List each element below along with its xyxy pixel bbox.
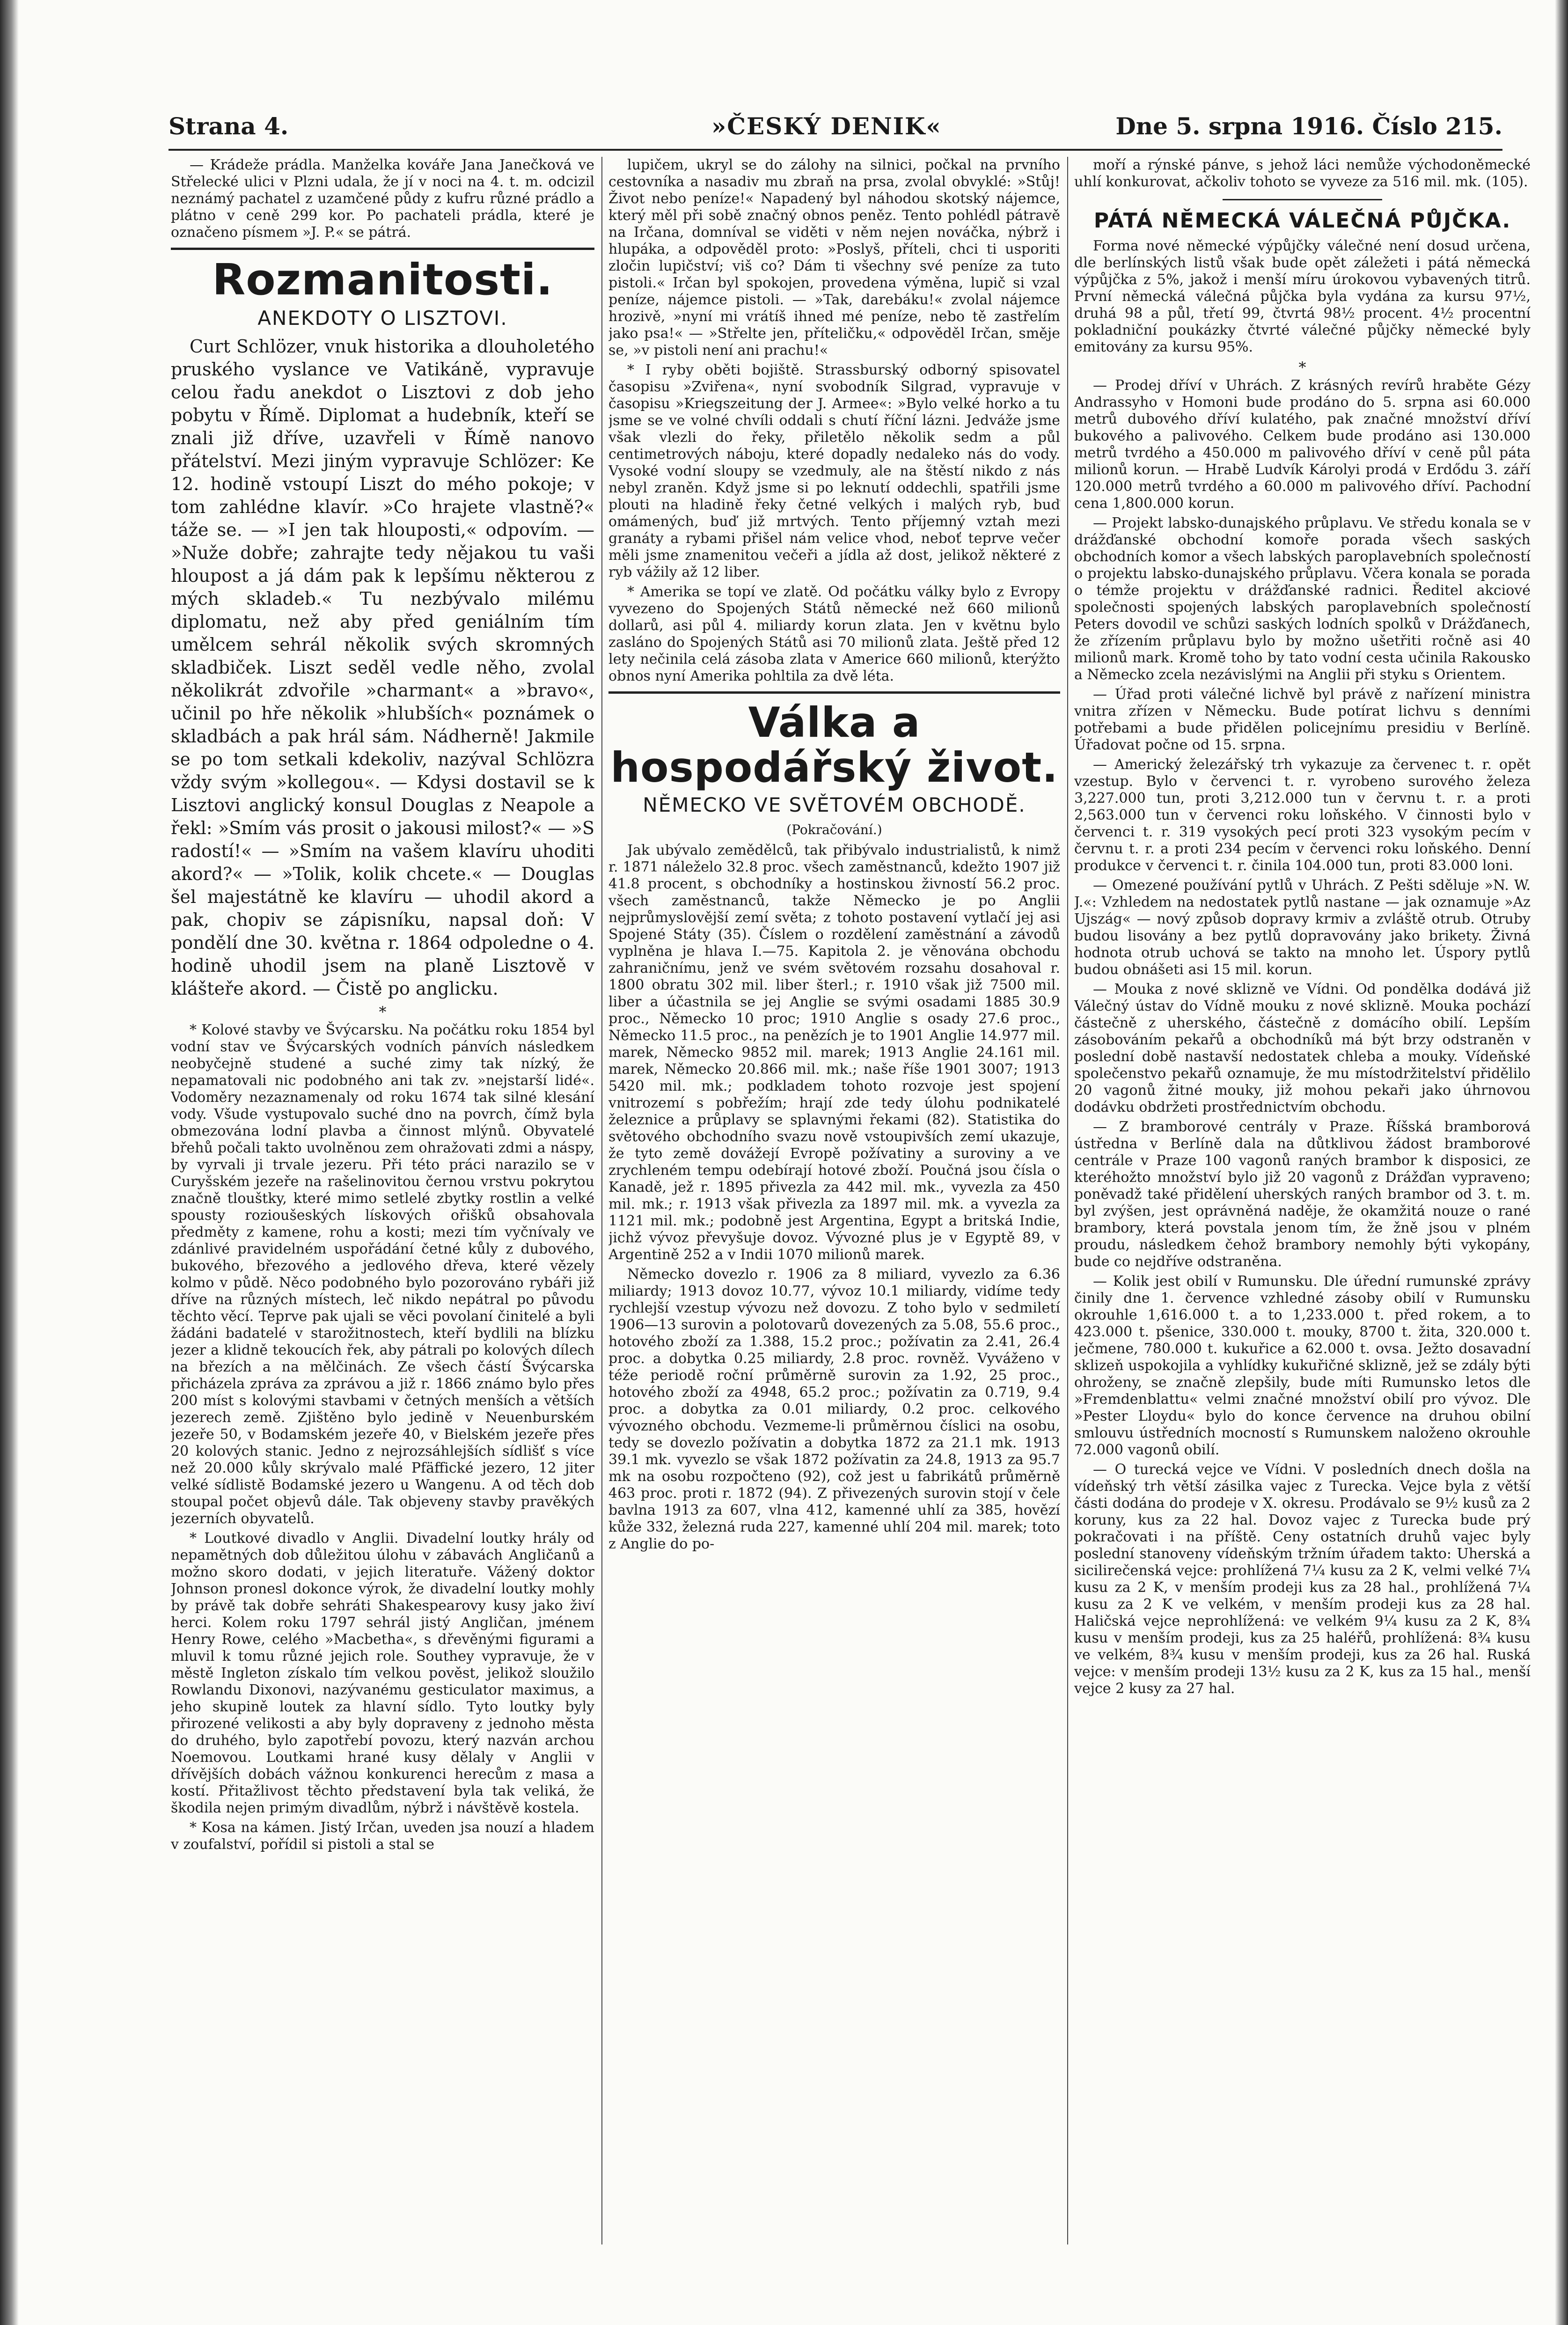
separator-star: *	[379, 1003, 387, 1021]
article-kosa-na-kamen: * Kosa na kámen. Jistý Irčan, uveden jsa nouzí a hladem v zoufalství, pořídil si pistoli a stal se	[171, 1819, 594, 1853]
news-pytle: — Omezené používání pytlů v Uhrách. Z Pešti sděluje »N. W. J.«: Vzhledem na nedostatek pytlů nastane — jak oznamuje »Az Ujszág« — nový způsob dopravy krmiv a zvláště otrub. Otruby budou lisovány a bez pytlů dopravovány jako brikety. Živná hodnota otrub uchová se takto na mnoho let. Úspory pytlů budou obnášeti asi 15 mil. korun.	[1074, 877, 1531, 978]
news-mouka: — Mouka z nové sklizně ve Vídni. Od pondělka dodává již Válečný ústav do Vídně mouku z nové sklizně. Mouka pochází částečně z uherského, částečně z domácího obilí. Lepším zásobováním pekařů a obchodníků má být brzy odstraněn v poslední době nastavší nedostatek chleba a mouky. Vídeňské společenstvo pekařů oznamuje, že mu místodržitelství přidělilo 20 vagonů žitné mouky, již mohou pekaři jako úhrnovou dodávku obdržeti prostřednictvím obchodu.	[1074, 981, 1531, 1115]
article-nemecko-p2: Německo dovezlo r. 1906 za 8 miliard, vyvezlo za 6.36 miliardy; 1913 dovoz 10.77, vývoz 10.1 miliardy, vidíme tedy rychlejší vzestup vývozu než dovozu. Z toho bylo v sedmiletí 1906—13 surovin a polotovarů dovezených za 5.08, 55.6 proc., hotového zboží za 1.388, 15.2 proc.; požívatin za 2.41, 26.4 proc. a dobytka 0.25 miliardy, 2.8 proc. rovněž. Vyváženo v téže periodě roční průměrně surovin za 1.92, 25 proc., hotového zboží za 4948, 65.2 proc.; požívatin za 0.719, 9.4 proc. a dobytka za 0.01 miliardy, 0.2 proc. celkového vývozného obchodu. Vezmeme-li průměrnou číslici na osobu, tedy se dovezlo požívatin a dobytka 1872 za 21.1 mk. 1913 39.1 mk. vyvezlo se však 1872 požívatin za 24.8, 1913 za 95.7 mk na osobu rozpočteno (92), což jest u fabrikátů průměrně 463 proc. proti r. 1872 (94). Z přivezených surovin stojí v čele bavlna 1913 za 607, vlna 412, kamenné uhlí za 385, hovězí kůže 332, železná ruda 227, kamenné uhlí 204 mil. marek; toto z Anglie do po-	[608, 1266, 1060, 1552]
column-3	[1074, 157, 1531, 2244]
article-ryby: * I ryby oběti bojiště. Strassburský odborný spisovatel časopisu »Zviřena«, nyní svobodník Silgrad, vypravuje v časopisu »Kriegszeitung der J. Armee«: »Bylo velké horko a tu jsme se ve volné chvíli oddali s chutí říční lázni. Jedváže jsme však vlezli do řeky, přiletělo několik sedm a půl centimetrových náboju, které dopadly nedaleko nás do vody. Vysoké vodní sloupy se vzedmuly, ale na štěstí nikdo z nás nebyl zraněn. Když jsme si po leknutí oddechli, spatřili jsme plouti na hladině řeky četné velkých i malých ryb, buď omámených, buď již mrtvých. Tento příjemný vztah mezi granáty a rybami přišel nám velice vhod, neboť teprve večer měli jsme znamenitou večeři a jídla až dost, jelikož některé z ryb vážily až 12 liber.	[608, 362, 1060, 580]
news-urad: — Úřad proti válečné lichvě byl právě z nařízení ministra vnitra zřízen v Německu. Bude potírat lichvu s denními potřebami a bude přidělen policejnímu presidiu v Berlíně. Úřadovat počne od 15. srpna.	[1074, 686, 1531, 753]
article-title-pujcka: PÁTÁ NĚMECKÁ VÁLEČNÁ PŮJČKA.	[1093, 209, 1511, 233]
article-kradeze: — Krádeže prádla. Manželka kováře Jana Janečková ve Střelecké ulici v Plzni udala, že jí v noci na 4. t. m. odcizil neznámý pachatel z uzamčené půdy z kufru různé prádlo a plátno v ceně 299 kor. Po pachateli prádla, které je označeno písmem »J. P.« se pátrá.	[171, 157, 594, 241]
article-nemecko-end: moří a rýnské pánve, s jehož láci nemůže východoněmecké uhlí konkurovat, ačkoliv tohoto se vyveze za 516 mil. mk. (105).	[1074, 157, 1531, 190]
article-anekdoty: Curt Schlözer, vnuk historika a dlouholetého pruského vyslance ve Vatikáně, vypravuje celou řadu anekdot o Lisztovi z dob jeho pobytu v Římě. Diplomat a hudebník, kteří se znali již dříve, uzavřeli v Římě nanovo přátelství. Mezi jiným vypravuje Schlözer: Ke 12. hodině vstoupí Liszt do mého pokoje; v tom zahlédne klavír. »Co hrajete vlastně?« táže se. — »I jen tak hlouposti,« odpovím. — »Nuže dobře; zahrajte tedy nějakou tu vaši hloupost a já dám pak k lepšímu některou z mých skladeb.« Tu nezbývalo milému diplomatu, než aby před geniálním tím umělcem sehrál několik svých skromných skladbiček. Liszt seděl vedle něho, zvolal několikrát zdvořile »charmant« a »bravo«, učinil po hře několik »hlubších« poznámek o skladbách a pak hrál sám. Nádherně! Jakmile se po tom setkali kdekoliv, nazýval Schlözra vždy svým »kollegou«. — Kdysi dostavil se k Lisztovi anglický konsul Douglas z Neapole a řekl: »Smím vás prosit o jakousi milost?« — »S radostí!« — »Smím na vašem klavíru uhoditi akord?« — »Tolik, kolik chcete.« — Douglas šel majestátně ke klavíru — uhodil akord a pak, chopiv se zápisníku, napsal doň: V pondělí dne 30. května r. 1864 odpoledne o 4. hodině uhodil jsem na planě Lisztově v klášteře akord. — Čistě po anglicku.	[171, 336, 594, 999]
section-heading-rozmanitosti: Rozmanitosti.	[212, 255, 553, 305]
section-rule	[171, 248, 594, 250]
news-drivi: — Prodej dříví v Uhrách. Z krásných revírů hraběte Gézy Andrassyho v Homoni bude prodáno do 5. srpna asi 60.000 metrů dubového dříví kulatého, pak značné množství dříví bukového a palivového. Celkem bude prodáno asi 130.000 metrů tvrdého a 450.000 m palivového dříví v ceně půl páta milionů korun. — Hrabě Ludvík Károlyi prodá v Erdődu 3. září 120.000 metrů tvrdého a 60.000 m palivového dříví. Pachodní cena 1,800.000 korun.	[1074, 377, 1531, 512]
page-header	[169, 112, 1502, 145]
column-2	[608, 157, 1060, 2244]
news-rumunsko: — Kolik jest obilí v Rumunsku. Dle úřední rumunské zprávy činily dne 1. července vzhledné zásoby obilí v Rumunsku okrouhle 1,616.000 t. a to 1,233.000 t. před rokem, a to 423.000 t. pšenice, 330.000 t. mouky, 8700 t. žita, 320.000 t. ječmene, 780.000 t. kukuřice a 62.000 t. ovsa. Ježto dosavadní sklizeň uspokojila a vyhlídky kukuřičné sklizně, jež se zdály býti ohroženy, se značně zlepšily, bude míti Rumunsko letos dle »Fremdenblattu« velmi značné množství obilí pro vývoz. Dle »Pester Lloydu« bylo do konce července na druhou obilní smlouvu ústředních mocností s Rumunskem naloženo okrouhle 72.000 vagonů obilí.	[1074, 1273, 1531, 1458]
article-amerika: * Amerika se topí ve zlatě. Od počátku války bylo z Evropy vyvezeno do Spojených Států německé než 660 milionů dollarů, asi půl 4. miliardy korun zlata. Jen v květnu bylo zasláno do Spojených Států asi 70 milionů zlata. Ještě před 12 lety nečinila celá zásoba zlata v Americe 660 milionů, kterýžto obnos nyní Amerika pohltila za dvě léta.	[608, 584, 1060, 684]
article-kosa-continued: lupičem, ukryl se do zálohy na silnici, počkal na prvního cestovníka a nasadiv mu zbraň na prsa, zvolal obvyklé: »Stůj! Život nebo peníze!« Napadený byl náhodou skotský nájemce, který měl při sobě značný obnos peněz. Tento pohlédl pátravě na Irčana, domníval se viděti v něm nejen nováčka, nýbrž i hlupáka, a odpověděl proto: »Poslyš, příteli, chci ti usporiti zločin lupičství; viš co? Dám ti všechny své peníze za tuto pistoli.« Irčan byl spokojen, provedena výměna, lupič si vzal peníze, nájemce pistoli. — »Tak, darebáku!« zvolal nájemce hrozivě, »nyní mi vrátíš ihned mé peníze, nebo tě zastřelím jako psa!« — »Střelte jen, příteličku,« odpověděl Irčan, směje se, »v pistoli není ani prachu!«	[608, 157, 1060, 359]
section-heading-valka: Válka a hospodářský život.	[610, 698, 1058, 792]
scan-edge-right	[1555, 0, 1568, 2325]
continuation-note: (Pokračování.)	[786, 822, 882, 837]
scan-edge-left	[0, 0, 19, 2325]
section-rule	[608, 691, 1060, 694]
short-rule	[1223, 199, 1382, 200]
news-pruplav: — Projekt labsko-dunajského průplavu. Ve středu konala se v drážďanské obchodní komoře porada všech saských obchodních komor a všech labských paroplavebních společností o projektu labsko-dunajského průplavu. Včera konala se porada o témže projektu v drážďanské radnici. Ředitel akciové společnosti spojených labských paroplavebních společností Peters dovodil ve schůzi saských lodních spolků v Drážďanech, že zřízením průplavu bylo by možno ušetřiti ročně asi 40 milionů mark. Kromě toho by tato vodní cesta učinila Rakousko a Německo zcela nezávislými na Anglii při styku s Orientem.	[1074, 515, 1531, 683]
article-title-nemecko: NĚMECKO VE SVĚTOVÉM OBCHODĚ.	[643, 793, 1026, 816]
news-bramborova-centrala: — Z bramborové centrály v Praze. Říšská bramborová ústředna v Berlíně dala na důtklivou žádost bramborové centrále v Praze 100 vagonů raných brambor k disposici, ze kteréhožto množství bylo již 20 vagonů z Drážďan vypraveno; poněvadž také přidělení uherských raných brambor od 3. t. m. byl zvýšen, jest oprávněná naděje, že okamžitá nouze o rané brambory, která povstala jenom tím, že žně jsou v plném proudu, následkem čehož brambory nemohly býti vykopány, bude co nejdříve odstraněna.	[1074, 1119, 1531, 1270]
news-vejce: — O turecká vejce ve Vídni. V posledních dnech došla na vídeňský trh větší zásilka vajec z Turecka. Vejce byla z větší části dodána do prodeje v X. okresu. Prodávalo se 9½ kusů za 2 koruny, kus za 22 hal. Dovoz vajec z Turecka bude prý pokračovati i na příště. Ceny ostatních druhů vajec byly poslední stanoveny vídeňským tržním úřadem takto: Uherská a sicilirečenská vejce: prohlížená 7¼ kusu za 2 K, velmi velké 7¼ kusu za 2 K, v menším prodeji kus za 28 hal., prohlížená 7¼ kusu za 2 K ve velkém, v menším prodeji kus za 28 hal. Haličská vejce neprohlížená: ve velkém 9¼ kusu za 2 K, 8¾ kusu v menším prodeji, kus za 25 haléřů, prohlížená: 8¾ kusu ve velkém, 8¾ kusu v menším prodeji, kus za 26 hal. Ruská vejce: v menším prodeji 13½ kusu za 2 K, kus za 15 hal., menší vejce 2 kusy za 27 hal.	[1074, 1461, 1531, 1697]
article-nemecko-p1: Jak ubývalo zemědělců, tak přibývalo industrialistů, k nimž r. 1871 náleželo 32.8 proc. všech zaměstnanců, kdežto 1907 již 41.8 procent, s obchodníky a hostinskou živností 56.2 proc. všech zaměstnanců, takže Německo je po Anglii nejprůmyslovější zemí světa; z tohoto postavení vytlačí jej asi Spojené Státy (35). Číslem o rozdělení zaměstnání a závodů vyplněna je hlava I.—75. Kapitola 2. je věnována obchodu zahraničnímu, jenž ve svém světovém rozsahu dosahoval r. 1800 obratu 302 mil. liber šterl.; r. 1910 však již 7500 mil. liber a účastnila se jej Anglie se svými osadami 1885 30.9 proc., Německo 10 proc; 1910 Anglie s osady 27.6 proc., Německo 11.5 proc., na penězích je to 1901 Anglie 14.977 mil. marek, Německo 9852 mil. marek; 1913 Anglie 24.161 mil. marek, Německo 20.866 mil. mk.; naše říše 1901 3007; 1913 5420 mil. mk.; podkladem tohoto rozvoje jest spojení vnitrozemí s pobřežím; hrají zde tedy úlohu podnikatelé železnice a průplavy se splavnými řekami (82). Statistika do světového obchodního svazu nově vstoupivších zemí ukazuje, že tyto země dovážejí Evropě požívatiny a suroviny a ve zrychleném tempu odebírají hotové zboží. Poučná jsou čísla o Kanadě, jež r. 1895 přivezla za 442 mil. mk., vyvezla za 450 mil. mk.; r. 1913 však přivezla za 1897 mil. mk. a vyvezla za 1121 mil. mk.; podobně jest Argentina, Egypt a britská Indie, jichž vývoz převyšuje dovoz. Vývozné plus je v Egyptě 89, v Argentině 252 a v Indii 1070 milionů marek.	[608, 842, 1060, 1263]
article-loutkove-divadlo: * Loutkové divadlo v Anglii. Divadelní loutky hrály od nepamětných dob důležitou úlohu v zábavách Angličanů a možno skoro dodati, v jejich literatuře. Vážený doktor Johnson pronesl dokonce výrok, že divadelní loutky mohly by právě tak dobře sehráti Shakespearovy kusy jako živí herci. Kolem roku 1797 sehrál jistý Angličan, jménem Henry Rowe, celého »Macbetha«, s dřevěnými figurami a mluvil k tomu různé jejich role. Southey vypravuje, že v městě Ingleton získalo tím velkou pověst, jelikož sloužilo Rowlandu Dixonovi, nazývanému gesticulator maximus, a jeho skupině loutek za hlavní sídlo. Tyto loutky byly přirozené velikosti a aby byly dopraveny z jednoho města do druhého, bylo zapotřebí povozu, který nazván archou Noemovou. Loutkami hrané kusy dělaly v Anglii v dřívějších dobách vážnou konkurenci herecům z masa a kostí. Přitažlivost těchto představení byla tak veliká, že škodila nejen primým divadlům, nýbrž i návštěvě kostela.	[171, 1530, 594, 1816]
news-zelezny-trh: — Americký železářský trh vykazuje za červenec t. r. opět vzestup. Bylo v červenci t. r. vyrobeno surového železa 3,227.000 tun, proti 3,212.000 tun v červnu t. r. a proti 2,563.000 tun v červenci roku loňského. V činnosti bylo v červenci t. r. 319 vysokých pecí proti 323 vysokým pecím v červnu t. r. a proti 234 pecím v červenci roku loňského. Denní produkce v červenci t. r. činila 104.000 tun, proti 83.000 loni.	[1074, 756, 1531, 874]
page-number: Strana 4.	[169, 112, 289, 140]
separator-star: *	[1298, 359, 1306, 376]
article-title-anekdoty: ANEKDOTY O LISZTOVI.	[257, 307, 508, 330]
header-rule	[169, 149, 1502, 151]
newspaper-title: »ČESKÝ DENIK«	[711, 112, 942, 140]
column-divider	[601, 157, 602, 2244]
column-divider	[1067, 157, 1068, 2244]
issue-date: Dne 5. srpna 1916. Číslo 215.	[1115, 112, 1502, 140]
article-pujcka: Forma nové německé výpůjčky válečné není dosud určena, dle berlínských listů však bude opět záležeti i pátá německá výpůjčka z 5%, jakož i menší míru úrokovou vybavených titrů. První německá válečná půjčka byla vydána za kursu 97½, druhá 98 a půl, třetí 99, čtvrtá 98½ procent. 4½ procentní pokladniční poukázky čtvrté válečné půjčky německé byly emitovány za kursu 95%.	[1074, 238, 1531, 355]
article-kolove-stavby: * Kolové stavby ve Švýcarsku. Na počátku roku 1854 byl vodní stav ve Švýcarských vodních pánvích následkem neobyčejně studené a suché zimy tak nízký, že nepamatovali nic podobného ani tak zv. »nejstarší lidé«. Vodoměry nezaznamenaly od roku 1674 tak silné klesání vody. Všude vystupovalo suché dno na povrch, čímž byla obmezována lodní plavba a činnost mlýnů. Obyvatelé břehů počali takto uvolněnou zem ohražovati zdmi a náspy, by vyrvali ji trvale jezeru. Při této práci narazilo se v Curyšském jezeře na rašelinovitou černou vrstvu pokrytou značně tlouštky, které mimo setlelé zbytky rostlin a velké spousty rozioušeských lískových ořišků obsahovala předměty z kamene, rohu a kosti; mezi tím vyčnívaly ve zdánlivé pravidelném uspořádání četné kůly z dubového, bukového, březového a jedlového dřeva, které vězely kolmo v půdě. Něco podobného bylo pozorováno rybáři již dříve na různých místech, leč nikdo nepátral po původu těchto věcí. Teprve pak ujali se věci povolaní činitelé a byli žádáni badatelé v starožitnostech, kteří bydlili na blízku jezer a klidně tekoucích řek, aby pátrali po kolových dílech na březích a na mělčinách. Ze všech částí Švýcarska přicházela zpráva za zprávou a již r. 1866 známo bylo přes 200 míst s kolovými stavbami v četných menších a větších jezerech země. Zjištěno bylo jedině v Neuenburském jezeře 50, v Bodamském jezeře 40, v Bielském jezeře přes 20 kolových stanic. Jedno z nejrozsáhlejších sídlišť s více než 20.000 kůly skrývalo malé Pfäffické jezero, 12 jiter velké sídlistě Bodamské jezero u Wangenu. A od těch dob stoupal počet objevů dále. Tak objeveny stavby pravěkých jezerních obyvatelů.	[171, 1022, 594, 1527]
column-1	[171, 157, 594, 2240]
